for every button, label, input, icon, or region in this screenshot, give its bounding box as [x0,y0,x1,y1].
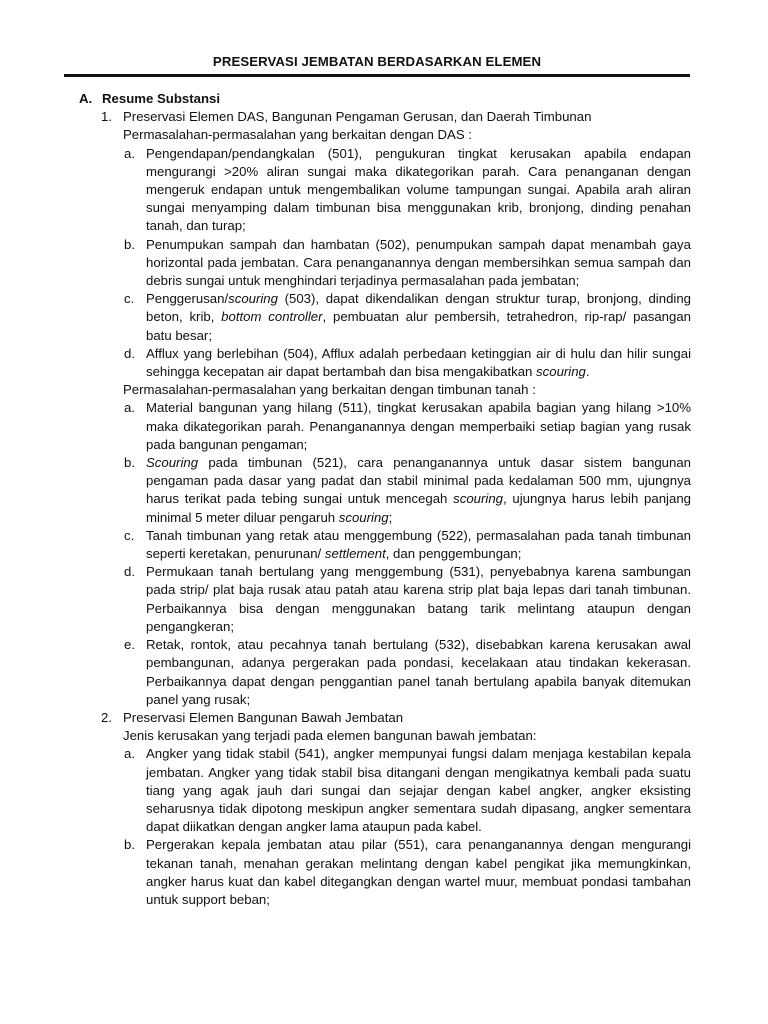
list-label: b. [124,455,135,471]
italic-term: bottom controller [221,309,323,325]
item-1-intro-2: Permasalahan-permasalahan yang berkaitan dengan timbunan tanah : [123,382,536,398]
section-label: A. [79,91,93,106]
italic-term: Scouring [146,455,199,471]
list-label: e. [124,637,135,653]
italic-term: settlement [324,546,386,562]
list-item [0,527,768,563]
list-label: c. [124,527,135,543]
list-item [0,745,768,836]
text-run: , dan penggembungan; [385,546,522,562]
item-1-intro: Permasalahan-permasalahan yang berkaitan dengan DAS : [123,127,472,143]
list-text: Angker yang tidak stabil (541), angker mempunyai fungsi dalam menjaga kestabilan kepala jembatan. Angker yang tidak stabil bisa ditangani dengan mengikatnya kembali pada suatu tiang yang agak jauh dari sungai dan sejajar dengan kabel angker, angker eksisting seharusnya tidak dipotong meskipun angker sementara sudah dipasang, angker sementara dapat diikatkan dengan angker lama ataupun pada kabel. [146,746,691,835]
list-text: Pergerakan kepala jembatan atau pilar (551), cara penanganannya dengan mengurangi tekanan tanah, menahan gerakan melintang dengan kabel pengikat jika memungkinkan, angker harus kuat dan kabel ditegangkan dengan wartel muur, membuat pondasi tambahan untuk support beban; [146,837,691,907]
title-underline [64,74,690,77]
list-item [0,290,768,345]
document-body [0,90,768,909]
italic-term: scouring [228,291,278,307]
list-item [0,399,768,454]
text-run: , ujungnya harus lebih panjang minimal 5 meter diluar pengaruh [146,491,691,525]
section-title: Resume Substansi [102,91,220,106]
text-run: Tanah timbunan yang retak atau menggembung (522), permasalahan pada tanah timbunan seperti keretakan, penurunan/ [146,527,691,562]
list-label: a. [124,400,135,416]
text-run: ; [388,509,393,525]
list-text [146,290,691,345]
text-run: Afflux yang berlebihan (504), Afflux adalah perbedaan ketinggian air di hulu dan hilir sungai sehingga kecepatan air dapat bertambah dan bisa mengakibatkan [146,345,691,380]
list-text [146,527,691,563]
text-run: pada timbunan (521), cara penanganannya untuk dasar sistem bangunan pengaman pada dasar yang padat dan stabil minimal pada kedalaman 500 mm, ujungnya harus terikat pada tebing sungai untuk mencegah [146,455,691,507]
list-item [0,236,768,291]
item-title: Preservasi Elemen DAS, Bangunan Pengaman Gerusan, dan Daerah Timbunan [123,109,592,125]
item-2-heading [0,709,768,727]
list-item [0,345,768,381]
text-run: (503), dapat dikendalikan dengan struktur turap, bronjong, dinding beton, krib, [146,291,691,325]
item-title: Preservasi Elemen Bangunan Bawah Jembatan [123,709,404,725]
list-item [0,636,768,709]
list-label: b. [124,236,135,252]
italic-term: scouring [536,364,586,380]
list-label: d. [124,345,135,361]
list-text: Retak, rontok, atau pecahnya tanah bertulang (532), disebabkan karena kerusakan awal pembangunan, adanya pergerakan pada pondasi, kecelakaan atau tindakan kekerasan. Perbaikannya dapat dengan penggantian panel tanah bertulang apabila banyak ditemukan panel yang rusak; [146,637,691,707]
list-label: a. [124,746,135,762]
list-label: c. [124,291,135,307]
list-item [0,454,768,527]
italic-term: scouring [453,491,503,507]
list-label: a. [124,145,135,161]
list-label: b. [124,837,135,853]
item-number: 2. [101,709,112,725]
list-item [0,563,768,636]
text-run: Penggerusan/ [146,291,229,307]
list-text: Penumpukan sampah dan hambatan (502), penumpukan sampah dapat menambah gaya horizontal pada jembatan. Cara penanganannya dengan membersihkan semua sampah dan debris sungai untuk menghindari terjadinya permasalahan pada jembatan; [146,236,691,289]
item-1-heading [0,108,768,126]
list-text [146,345,691,381]
text-run: , pembuatan alur pembersih, tetrahedron, rip-rap/ pasangan batu besar; [146,309,692,343]
list-item [0,836,768,909]
list-item [0,145,768,236]
list-text [146,454,691,527]
text-run: . [585,364,590,380]
section-heading [0,90,768,108]
document-title: PRESERVASI JEMBATAN BERDASARKAN ELEMEN [212,54,542,69]
item-2-intro: Jenis kerusakan yang terjadi pada elemen bangunan bawah jembatan: [123,728,537,744]
list-label: d. [124,564,135,580]
item-number: 1. [101,109,112,125]
list-text: Pengendapan/pendangkalan (501), pengukuran tingkat kerusakan apabila endapan mengurangi >20% aliran sungai maka dikategorikan parah. Cara penanganan dengan mengeruk endapan untuk mengembalikan volume tampungan sungai. Apabila arah aliran sungai menyamping dalam timbunan bisa menggunakan krib, bronjong, dinding penahan tanah, dan turap; [146,145,691,234]
list-text: Material bangunan yang hilang (511), tingkat kerusakan apabila bagian yang hilang >10% maka dikategorikan parah. Penanganannya dengan memperbaiki setiap bagian yang rusak pada bangunan pengaman; [146,400,691,452]
list-text: Permukaan tanah bertulang yang menggembung (531), penyebabnya karena sambungan pada strip/ plat baja rusak atau patah atau karena strip plat baja lepas dari tanah timbunan. Perbaikannya bisa dengan menggunakan batang tarik melintang ataupun dengan pengangkeran; [146,564,691,634]
italic-term: scouring [338,509,389,525]
